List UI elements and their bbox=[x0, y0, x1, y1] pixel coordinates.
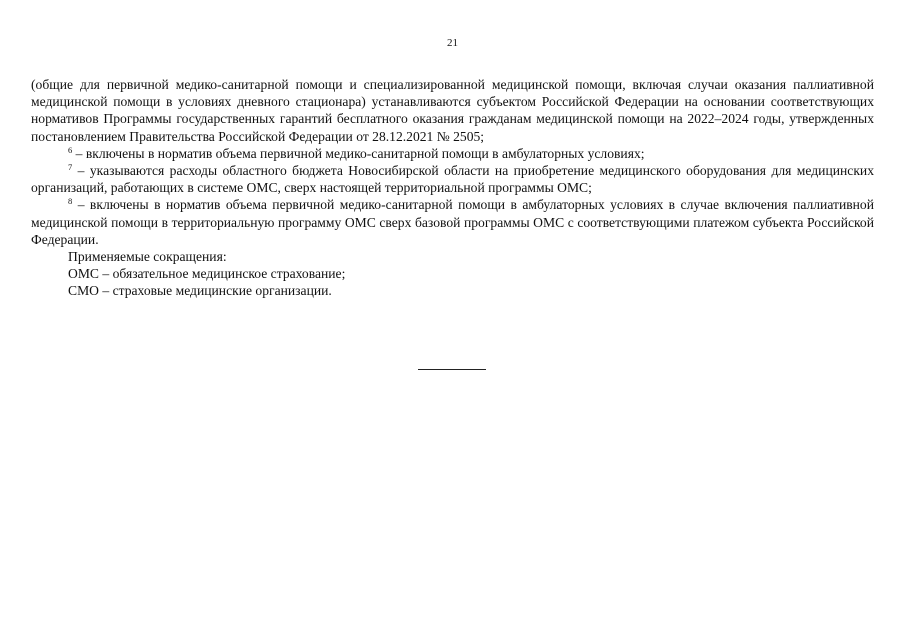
footnote-7 bbox=[31, 162, 874, 196]
end-divider-line bbox=[418, 369, 486, 370]
body-text bbox=[31, 76, 874, 300]
footnote-8 bbox=[31, 196, 874, 248]
footnote-6 bbox=[31, 145, 874, 162]
abbreviation-smo: СМО – страховые медицинские организации. bbox=[68, 283, 332, 299]
footnote-6-mark: 6 bbox=[68, 144, 73, 155]
footnote-6-text: – включены в норматив объема первичной медико-санитарной помощи в амбулаторных условиях; bbox=[72, 145, 645, 161]
footnote-8-text: – включены в норматив объема первичной медико-санитарной помощи в амбулаторных условиях в случае включения паллиативной медицинской помощи в территориальную программу ОМС сверх базовой программы ОМС с соответствующими платежом субъекта Российской Федерации. bbox=[31, 197, 874, 247]
paragraph-norms-continuation: (общие для первичной медико-санитарной помощи и специализированной медицинской помощи, включая случаи оказания паллиативной медицинской помощи в условиях дневного стационара) устанавливаются субъектом Российской Федерации на основании соответствующих нормативов Программы государственных гарантий бесплатного оказания гражданам медицинской помощи на 2022–2024 годы, утвержденных постановлением Правительства Российской Федерации от 28.12.2021 № 2505; bbox=[31, 77, 874, 144]
footnote-8-mark: 8 bbox=[68, 196, 73, 207]
abbreviations-heading: Применяемые сокращения: bbox=[68, 249, 227, 265]
footnote-7-mark: 7 bbox=[68, 162, 73, 173]
page-number: 21 bbox=[447, 37, 458, 49]
abbreviation-oms: ОМС – обязательное медицинское страхование; bbox=[68, 266, 346, 282]
footnote-7-text: – указываются расходы областного бюджета Новосибирской области на приобретение медицинского оборудования для медицинских организаций, работающих в системе ОМС, сверх настоящей территориальной программы ОМС; bbox=[31, 163, 874, 196]
